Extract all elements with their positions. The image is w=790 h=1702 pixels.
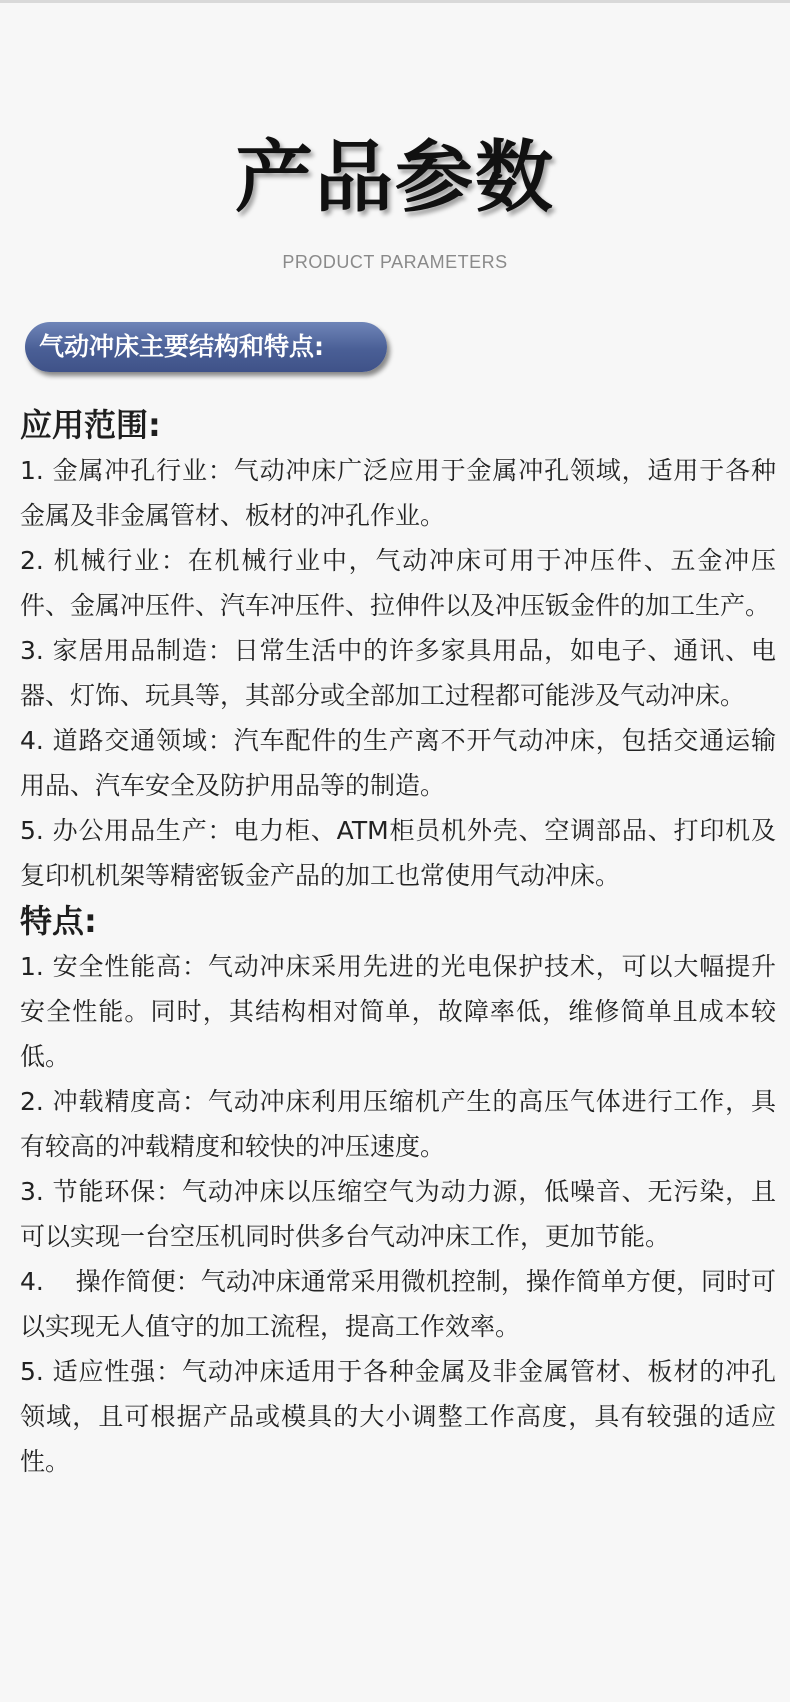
list-item: 1. 安全性能高：气动冲床采用先进的光电保护技术，可以大幅提升安全性能。同时，其结构相对简单，故障率低，维修简单且成本较低。 bbox=[20, 952, 776, 1071]
section-banner: 气动冲床主要结构和特点: bbox=[25, 322, 387, 372]
section-heading: 应用范围: bbox=[20, 406, 161, 444]
list-item: 5. 办公用品生产：电力柜、ATM柜员机外壳、空调部品、打印机及复印机机架等精密钣金产品的加工也常使用气动冲床。 bbox=[20, 816, 776, 890]
list-item: 3. 节能环保：气动冲床以压缩空气为动力源，低噪音、无污染，且可以实现一台空压机同时供多台气动冲床工作，更加节能。 bbox=[20, 1177, 776, 1251]
list-item: 4. 道路交通领域：汽车配件的生产离不开气动冲床，包括交通运输用品、汽车安全及防护用品等的制造。 bbox=[20, 726, 776, 800]
content-body bbox=[20, 402, 776, 1484]
list-item: 3. 家居用品制造：日常生活中的许多家具用品，如电子、通讯、电器、灯饰、玩具等，其部分或全部加工过程都可能涉及气动冲床。 bbox=[20, 636, 776, 710]
top-divider bbox=[0, 0, 790, 3]
list-item: 2. 冲载精度高：气动冲床利用压缩机产生的高压气体进行工作，具有较高的冲载精度和较快的冲压速度。 bbox=[20, 1087, 776, 1161]
list-item: 5. 适应性强：气动冲床适用于各种金属及非金属管材、板材的冲孔领域，且可根据产品或模具的大小调整工作高度，具有较强的适应性。 bbox=[20, 1357, 776, 1476]
application-scope-section bbox=[20, 402, 776, 898]
section-heading: 特点: bbox=[20, 902, 97, 940]
list-item: 1. 金属冲孔行业：气动冲床广泛应用于金属冲孔领域，适用于各种金属及非金属管材、板材的冲孔作业。 bbox=[20, 456, 776, 530]
list-item: 4. 操作简便：气动冲床通常采用微机控制，操作简单方便，同时可以实现无人值守的加工流程，提高工作效率。 bbox=[20, 1267, 776, 1341]
page-title: 产品参数 bbox=[234, 133, 555, 223]
features-section bbox=[20, 898, 776, 1484]
page-header bbox=[0, 130, 790, 273]
page-subtitle: PRODUCT PARAMETERS bbox=[282, 252, 508, 272]
list-item: 2. 机械行业：在机械行业中，气动冲床可用于冲压件、五金冲压件、金属冲压件、汽车冲压件、拉伸件以及冲压钣金件的加工生产。 bbox=[20, 546, 776, 620]
